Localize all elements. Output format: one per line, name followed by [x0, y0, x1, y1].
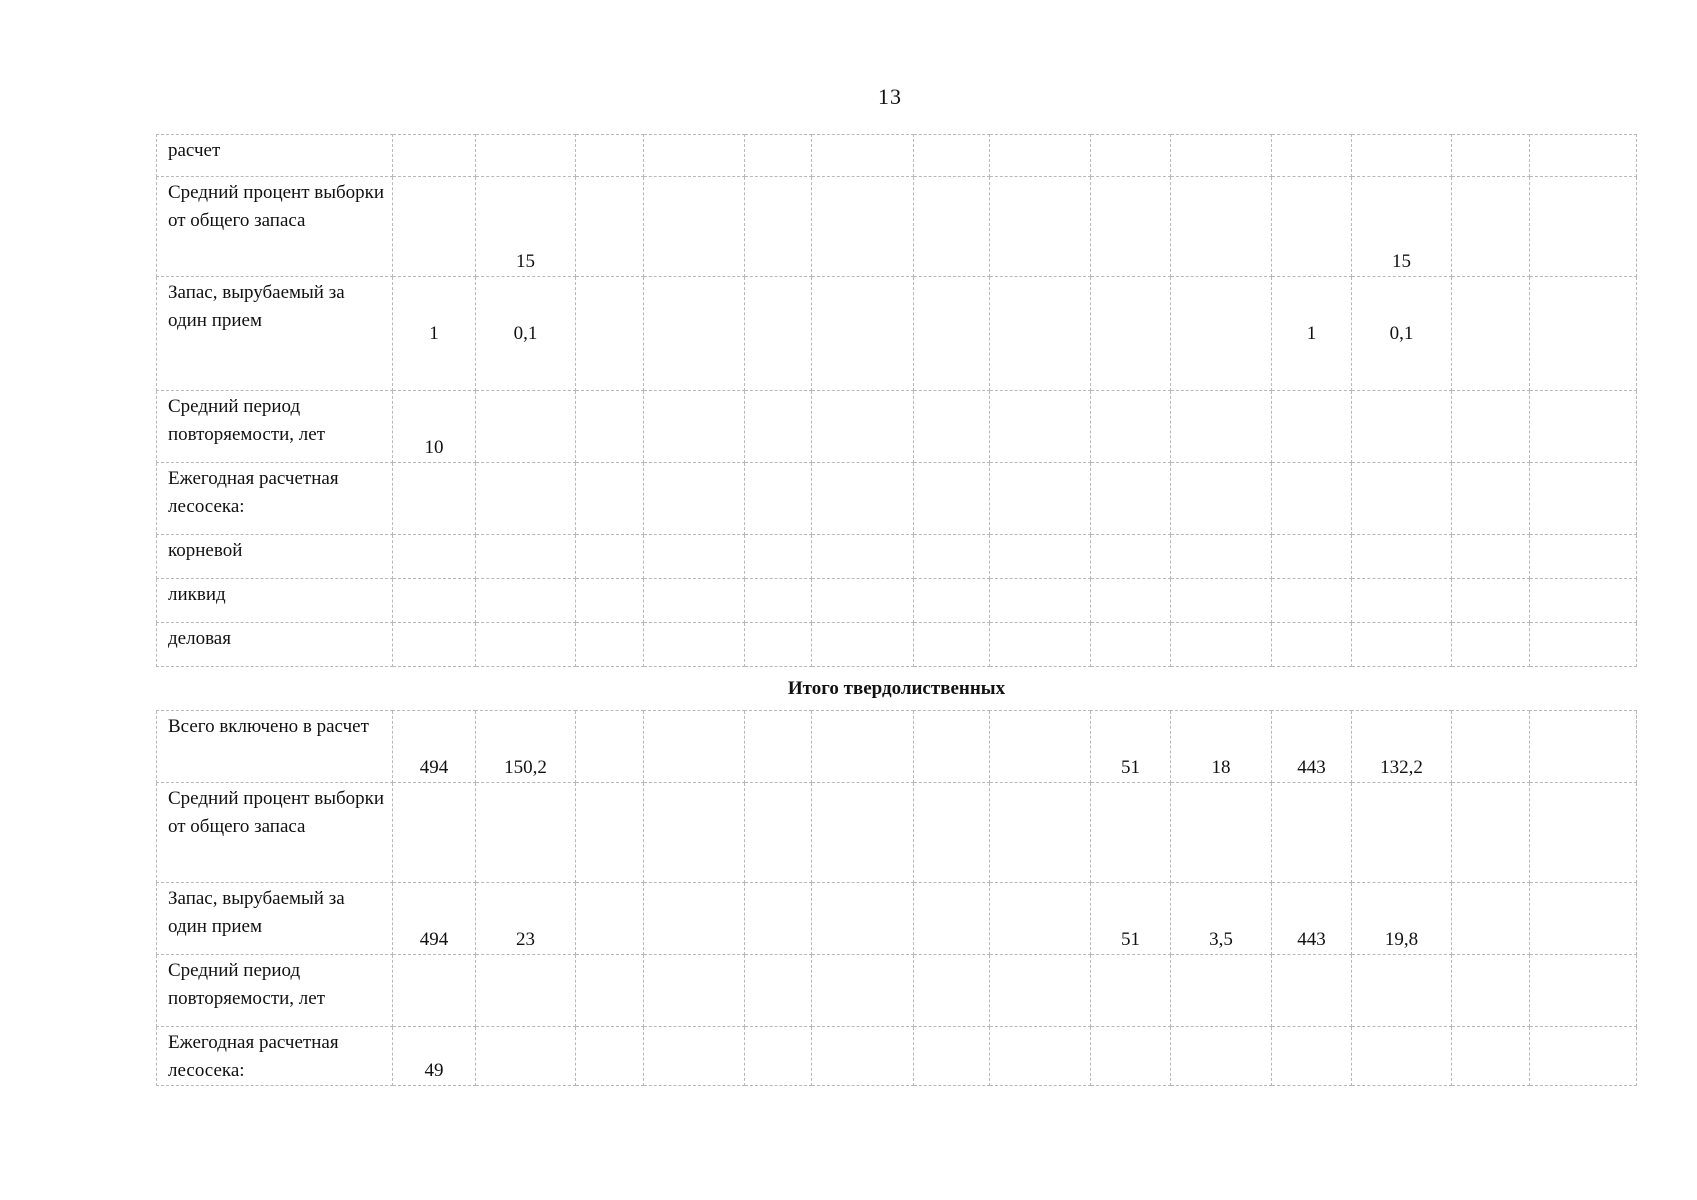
table-cell — [644, 277, 745, 391]
table-cell — [1352, 463, 1452, 535]
table-cell — [393, 623, 476, 667]
table-cell — [1272, 623, 1352, 667]
table-cell: 0,1 — [476, 277, 576, 391]
table-row — [157, 135, 1637, 177]
table-cell — [576, 883, 644, 955]
table-cell: 15 — [476, 177, 576, 277]
table-cell: 51 — [1091, 883, 1171, 955]
table-cell — [576, 711, 644, 783]
table-cell: 150,2 — [476, 711, 576, 783]
table-cell: 10 — [393, 391, 476, 463]
table-cell — [1530, 579, 1637, 623]
table-cell — [1352, 579, 1452, 623]
table-cell — [1171, 955, 1272, 1027]
table-cell — [1171, 135, 1272, 177]
table-cell — [745, 535, 812, 579]
table-cell: 0,1 — [1352, 277, 1452, 391]
table-cell — [393, 535, 476, 579]
table-cell — [1091, 177, 1171, 277]
table-cell — [1171, 391, 1272, 463]
table-cell — [1530, 177, 1637, 277]
table-cell — [990, 277, 1091, 391]
table-cell — [1530, 955, 1637, 1027]
table-cell — [990, 955, 1091, 1027]
table-cell — [576, 277, 644, 391]
table-cell — [1452, 135, 1530, 177]
table-cell — [1091, 463, 1171, 535]
section-title: Итого твердолиственных — [157, 667, 1637, 711]
table-cell — [1452, 391, 1530, 463]
table-cell — [1530, 463, 1637, 535]
table-cell — [914, 177, 990, 277]
table-row — [157, 177, 1637, 277]
table-cell — [476, 463, 576, 535]
table-cell — [812, 135, 914, 177]
table-cell: 19,8 — [1352, 883, 1452, 955]
table-cell — [476, 135, 576, 177]
table-cell — [914, 783, 990, 883]
table-row — [157, 783, 1637, 883]
table-cell — [644, 955, 745, 1027]
table-cell — [812, 177, 914, 277]
table-cell — [576, 579, 644, 623]
table-row — [157, 535, 1637, 579]
table-cell — [745, 463, 812, 535]
table-row — [157, 623, 1637, 667]
table-cell — [1530, 135, 1637, 177]
table-row — [157, 955, 1637, 1027]
table-cell — [745, 579, 812, 623]
row-label: Всего включено в расчет — [157, 711, 393, 783]
table-cell — [914, 883, 990, 955]
table-cell — [1171, 177, 1272, 277]
table-cell — [644, 177, 745, 277]
table-cell — [1452, 177, 1530, 277]
table-cell — [745, 955, 812, 1027]
table-cell — [1530, 783, 1637, 883]
table-cell: 3,5 — [1171, 883, 1272, 955]
table-cell — [644, 1027, 745, 1086]
table-cell — [990, 883, 1091, 955]
table-cell — [990, 463, 1091, 535]
table-cell — [1171, 1027, 1272, 1086]
table-cell — [1171, 623, 1272, 667]
table-row — [157, 391, 1637, 463]
row-label: Запас, вырубаемый за один прием — [157, 277, 393, 391]
table-cell — [914, 135, 990, 177]
table-cell — [1352, 135, 1452, 177]
row-label: Средний процент выборки от общего запаса — [157, 177, 393, 277]
table-cell — [1452, 623, 1530, 667]
table-cell — [576, 177, 644, 277]
table-cell — [1530, 391, 1637, 463]
table-cell — [644, 535, 745, 579]
row-label: корневой — [157, 535, 393, 579]
table-cell — [393, 955, 476, 1027]
table-cell — [1452, 711, 1530, 783]
table-cell — [990, 177, 1091, 277]
table-cell — [1272, 535, 1352, 579]
table-cell — [1272, 135, 1352, 177]
table-cell — [1452, 883, 1530, 955]
row-label: Ежегодная расчетная лесосека: — [157, 463, 393, 535]
table-cell — [812, 783, 914, 883]
row-label: Средний период повторяемости, лет — [157, 391, 393, 463]
row-label: расчет — [157, 135, 393, 177]
table-cell: 1 — [393, 277, 476, 391]
table-row — [157, 883, 1637, 955]
table-cell — [990, 623, 1091, 667]
table-cell: 23 — [476, 883, 576, 955]
row-label: ликвид — [157, 579, 393, 623]
table-cell — [812, 391, 914, 463]
table-cell — [990, 579, 1091, 623]
table-cell — [1272, 783, 1352, 883]
table-cell — [914, 463, 990, 535]
table-cell: 443 — [1272, 711, 1352, 783]
table-cell — [914, 955, 990, 1027]
table-cell: 132,2 — [1352, 711, 1452, 783]
table-cell — [476, 623, 576, 667]
table-cell — [1530, 623, 1637, 667]
table-cell — [393, 783, 476, 883]
table-cell — [476, 1027, 576, 1086]
table-cell — [576, 535, 644, 579]
table-cell — [576, 955, 644, 1027]
table-row — [157, 277, 1637, 391]
table-cell — [576, 463, 644, 535]
table-cell — [393, 177, 476, 277]
row-label: Средний процент выборки от общего запаса — [157, 783, 393, 883]
table-cell — [1352, 623, 1452, 667]
table-cell: 443 — [1272, 883, 1352, 955]
table-row — [157, 579, 1637, 623]
table-cell — [745, 883, 812, 955]
page-number: 13 — [878, 84, 902, 109]
table-cell — [393, 463, 476, 535]
table-cell — [745, 177, 812, 277]
table-cell — [745, 783, 812, 883]
table-cell — [1352, 391, 1452, 463]
row-label: деловая — [157, 623, 393, 667]
table-cell — [1171, 579, 1272, 623]
table-cell — [476, 535, 576, 579]
table-cell — [745, 391, 812, 463]
table-cell — [576, 135, 644, 177]
table-cell — [914, 711, 990, 783]
table-cell — [576, 391, 644, 463]
table-cell — [1171, 277, 1272, 391]
table-cell — [1530, 883, 1637, 955]
table-cell — [812, 579, 914, 623]
table-cell — [393, 579, 476, 623]
table-cell — [1272, 391, 1352, 463]
table-row — [157, 711, 1637, 783]
table-cell — [1091, 579, 1171, 623]
table-cell — [644, 623, 745, 667]
table-cell — [1091, 1027, 1171, 1086]
table-cell: 494 — [393, 883, 476, 955]
table-cell: 494 — [393, 711, 476, 783]
table-cell — [812, 1027, 914, 1086]
section-row — [157, 667, 1637, 711]
table-cell — [745, 277, 812, 391]
table-cell — [644, 711, 745, 783]
table-cell — [1272, 1027, 1352, 1086]
table-cell — [576, 783, 644, 883]
table-cell — [393, 135, 476, 177]
table-cell — [990, 1027, 1091, 1086]
table-cell — [1171, 535, 1272, 579]
table-cell — [812, 711, 914, 783]
table-cell — [812, 463, 914, 535]
table-cell — [644, 463, 745, 535]
table-cell — [644, 883, 745, 955]
table-cell — [1452, 955, 1530, 1027]
table-cell — [476, 955, 576, 1027]
table-cell — [1452, 463, 1530, 535]
table-cell — [990, 783, 1091, 883]
table-cell: 49 — [393, 1027, 476, 1086]
table-cell — [576, 623, 644, 667]
table-cell — [1091, 277, 1171, 391]
table-cell — [914, 277, 990, 391]
table-cell — [1091, 391, 1171, 463]
row-label: Запас, вырубаемый за один прием — [157, 883, 393, 955]
table-cell — [914, 579, 990, 623]
table-cell — [745, 623, 812, 667]
table-cell — [1452, 783, 1530, 883]
table-cell — [1530, 711, 1637, 783]
table-cell — [812, 955, 914, 1027]
table-cell — [1452, 535, 1530, 579]
table-cell — [1452, 1027, 1530, 1086]
table-cell — [1171, 463, 1272, 535]
table-cell — [476, 783, 576, 883]
table-cell — [990, 135, 1091, 177]
table-cell — [576, 1027, 644, 1086]
table-cell — [1530, 1027, 1637, 1086]
table-cell — [1452, 277, 1530, 391]
table-cell — [812, 535, 914, 579]
table-cell — [1530, 535, 1637, 579]
table-cell: 18 — [1171, 711, 1272, 783]
table-cell — [914, 623, 990, 667]
table-cell: 1 — [1272, 277, 1352, 391]
table-cell — [1352, 955, 1452, 1027]
table-cell — [1171, 783, 1272, 883]
row-label: Средний период повторяемости, лет — [157, 955, 393, 1027]
table-cell: 15 — [1352, 177, 1452, 277]
table-cell — [644, 391, 745, 463]
allowable-cut-table — [156, 134, 1637, 1086]
table-cell: 51 — [1091, 711, 1171, 783]
table-cell — [476, 579, 576, 623]
table-cell — [990, 391, 1091, 463]
table-cell — [1272, 579, 1352, 623]
row-label: Ежегодная расчетная лесосека: — [157, 1027, 393, 1086]
table-cell — [990, 535, 1091, 579]
table-cell — [745, 135, 812, 177]
table-cell — [1091, 783, 1171, 883]
table-cell — [1091, 135, 1171, 177]
table-cell — [644, 579, 745, 623]
table-cell — [990, 711, 1091, 783]
table-cell — [1352, 1027, 1452, 1086]
table-cell — [1091, 623, 1171, 667]
table-cell — [1352, 535, 1452, 579]
table-cell — [1272, 463, 1352, 535]
table-cell — [1352, 783, 1452, 883]
table-row — [157, 1027, 1637, 1086]
table-cell — [1530, 277, 1637, 391]
table-cell — [914, 535, 990, 579]
table-cell — [1452, 579, 1530, 623]
table-cell — [1272, 177, 1352, 277]
table-cell — [1091, 955, 1171, 1027]
table-cell — [914, 391, 990, 463]
table-cell — [812, 883, 914, 955]
table-row — [157, 463, 1637, 535]
table-cell — [745, 711, 812, 783]
table-cell — [644, 783, 745, 883]
table-cell — [745, 1027, 812, 1086]
table-cell — [1091, 535, 1171, 579]
table-cell — [476, 391, 576, 463]
table-cell — [644, 135, 745, 177]
table-cell — [914, 1027, 990, 1086]
table-cell — [812, 277, 914, 391]
table-cell — [1272, 955, 1352, 1027]
table-cell — [812, 623, 914, 667]
